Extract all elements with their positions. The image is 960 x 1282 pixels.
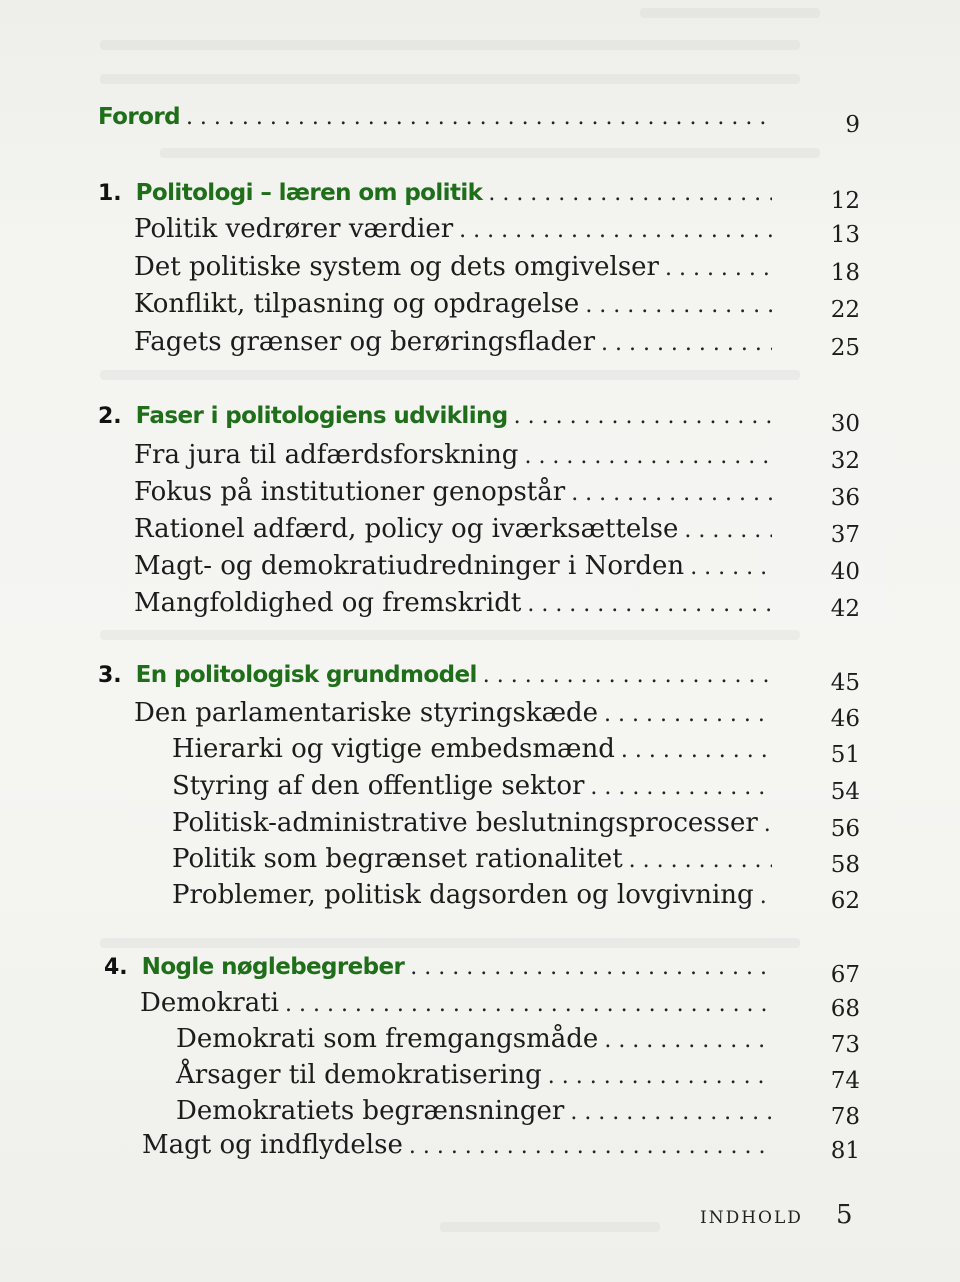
dot-leader <box>621 738 772 763</box>
chapter-number: 1. <box>98 181 122 206</box>
entry-title: Rationel adfærd, policy og iværksættelse <box>134 514 679 544</box>
entry-title: Fokus på institutioner genopstår <box>134 477 566 507</box>
entry-page-number: 32 <box>830 448 860 474</box>
entry-title: Konflikt, tilpasning og opdragelse <box>134 289 580 319</box>
entry-page-number: 9 <box>845 112 860 138</box>
entry-title: Demokrati <box>140 988 279 1018</box>
entry-title: Styring af den offentlige sektor <box>172 771 585 801</box>
entry-title: Forord <box>98 104 180 130</box>
toc-chapter-entry <box>98 180 780 206</box>
dot-leader <box>601 331 772 356</box>
entry-page-number: 74 <box>830 1068 860 1094</box>
toc-entry <box>172 844 780 874</box>
entry-page-number: 40 <box>830 559 860 585</box>
dot-leader <box>514 404 772 429</box>
entry-page-number: 62 <box>830 888 860 914</box>
dot-leader <box>590 775 772 800</box>
dot-leader <box>629 848 772 873</box>
dot-leader <box>604 1028 772 1053</box>
entry-page-number: 67 <box>830 962 860 988</box>
entry-page-number: 68 <box>830 996 860 1022</box>
toc-chapter-entry <box>98 403 780 429</box>
entry-page-number: 37 <box>830 522 860 548</box>
toc-chapter-entry <box>98 662 780 688</box>
toc-entry <box>134 514 780 544</box>
entry-title: Faser i politologiens udvikling <box>135 403 508 429</box>
toc-entry <box>134 327 780 357</box>
entry-page-number: 42 <box>830 596 860 622</box>
entry-page-number: 78 <box>830 1104 860 1130</box>
toc-entry <box>176 1096 780 1126</box>
toc-entry <box>134 289 780 319</box>
dot-leader <box>285 992 772 1017</box>
entry-title: Magt og indflydelse <box>142 1130 403 1160</box>
entry-title: Politik vedrører værdier <box>134 214 454 244</box>
dot-leader <box>570 1100 772 1125</box>
toc-entry <box>134 440 780 470</box>
dot-leader <box>760 884 772 909</box>
entry-title: Den parlamentariske styringskæde <box>134 698 599 728</box>
entry-title: Mangfoldighed og fremskridt <box>134 588 522 618</box>
page-number: 5 <box>836 1200 853 1230</box>
toc-entry <box>134 214 780 244</box>
running-footer-label: INDHOLD <box>700 1208 803 1228</box>
entry-page-number: 18 <box>830 260 860 286</box>
toc-entry <box>134 698 780 728</box>
toc-entry <box>172 734 780 764</box>
chapter-number: 4. <box>104 955 128 980</box>
entry-page-number: 58 <box>830 852 860 878</box>
entry-title: Problemer, politisk dagsorden og lovgivning <box>172 880 754 910</box>
entry-title: Demokratiets begrænsninger <box>176 1096 565 1126</box>
toc-entry <box>134 551 780 581</box>
toc-entry <box>134 252 780 282</box>
entry-page-number: 51 <box>830 742 860 768</box>
entry-page-number: 22 <box>830 297 860 323</box>
dot-leader <box>410 955 772 980</box>
entry-title: En politologisk grundmodel <box>135 662 477 688</box>
entry-title: Nogle nøglebegreber <box>141 954 405 980</box>
chapter-number: 2. <box>98 404 122 429</box>
entry-page-number: 54 <box>830 779 860 805</box>
dot-leader <box>684 518 772 543</box>
entry-title: Politologi – læren om politik <box>135 180 483 206</box>
entry-title: Fagets grænser og berøringsflader <box>134 327 595 357</box>
entry-page-number: 45 <box>830 670 860 696</box>
toc-entry <box>176 1060 780 1090</box>
entry-title: Demokrati som fremgangsmåde <box>176 1024 599 1054</box>
dot-leader <box>488 181 772 206</box>
entry-title: Årsager til demokratisering <box>176 1060 542 1090</box>
toc-chapter-entry <box>98 104 780 130</box>
toc-entry <box>176 1024 780 1054</box>
toc-entry <box>172 808 780 838</box>
dot-leader <box>459 218 772 243</box>
entry-title: Magt- og demokratiudredninger i Norden <box>134 551 685 581</box>
dot-leader <box>186 105 772 130</box>
dot-leader <box>764 812 772 837</box>
toc-entry <box>140 988 780 1018</box>
toc-entry <box>142 1130 780 1160</box>
dot-leader <box>585 293 772 318</box>
toc-entry <box>134 477 780 507</box>
dot-leader <box>483 663 772 688</box>
dot-leader <box>548 1064 772 1089</box>
entry-page-number: 46 <box>830 706 860 732</box>
entry-title: Politik som begrænset rationalitet <box>172 844 623 874</box>
entry-page-number: 56 <box>830 816 860 842</box>
entry-page-number: 25 <box>830 335 860 361</box>
entry-page-number: 36 <box>830 485 860 511</box>
entry-title: Politisk-administrative beslutningsprocesser <box>172 808 758 838</box>
entry-page-number: 81 <box>830 1138 860 1164</box>
entry-title: Fra jura til adfærdsforskning <box>134 440 519 470</box>
entry-page-number: 30 <box>830 411 860 437</box>
dot-leader <box>571 481 772 506</box>
toc-entry <box>172 880 780 910</box>
entry-title: Det politiske system og dets omgivelser <box>134 252 659 282</box>
dot-leader <box>665 256 772 281</box>
chapter-number: 3. <box>98 663 122 688</box>
dot-leader <box>524 444 772 469</box>
dot-leader <box>690 555 772 580</box>
entry-title: Hierarki og vigtige embedsmænd <box>172 734 615 764</box>
dot-leader <box>409 1134 772 1159</box>
toc-entry <box>134 588 780 618</box>
dot-leader <box>604 702 772 727</box>
entry-page-number: 12 <box>830 188 860 214</box>
entry-page-number: 73 <box>830 1032 860 1058</box>
toc-chapter-entry <box>104 954 780 980</box>
toc-entry <box>172 771 780 801</box>
dot-leader <box>527 592 772 617</box>
entry-page-number: 13 <box>830 222 860 248</box>
